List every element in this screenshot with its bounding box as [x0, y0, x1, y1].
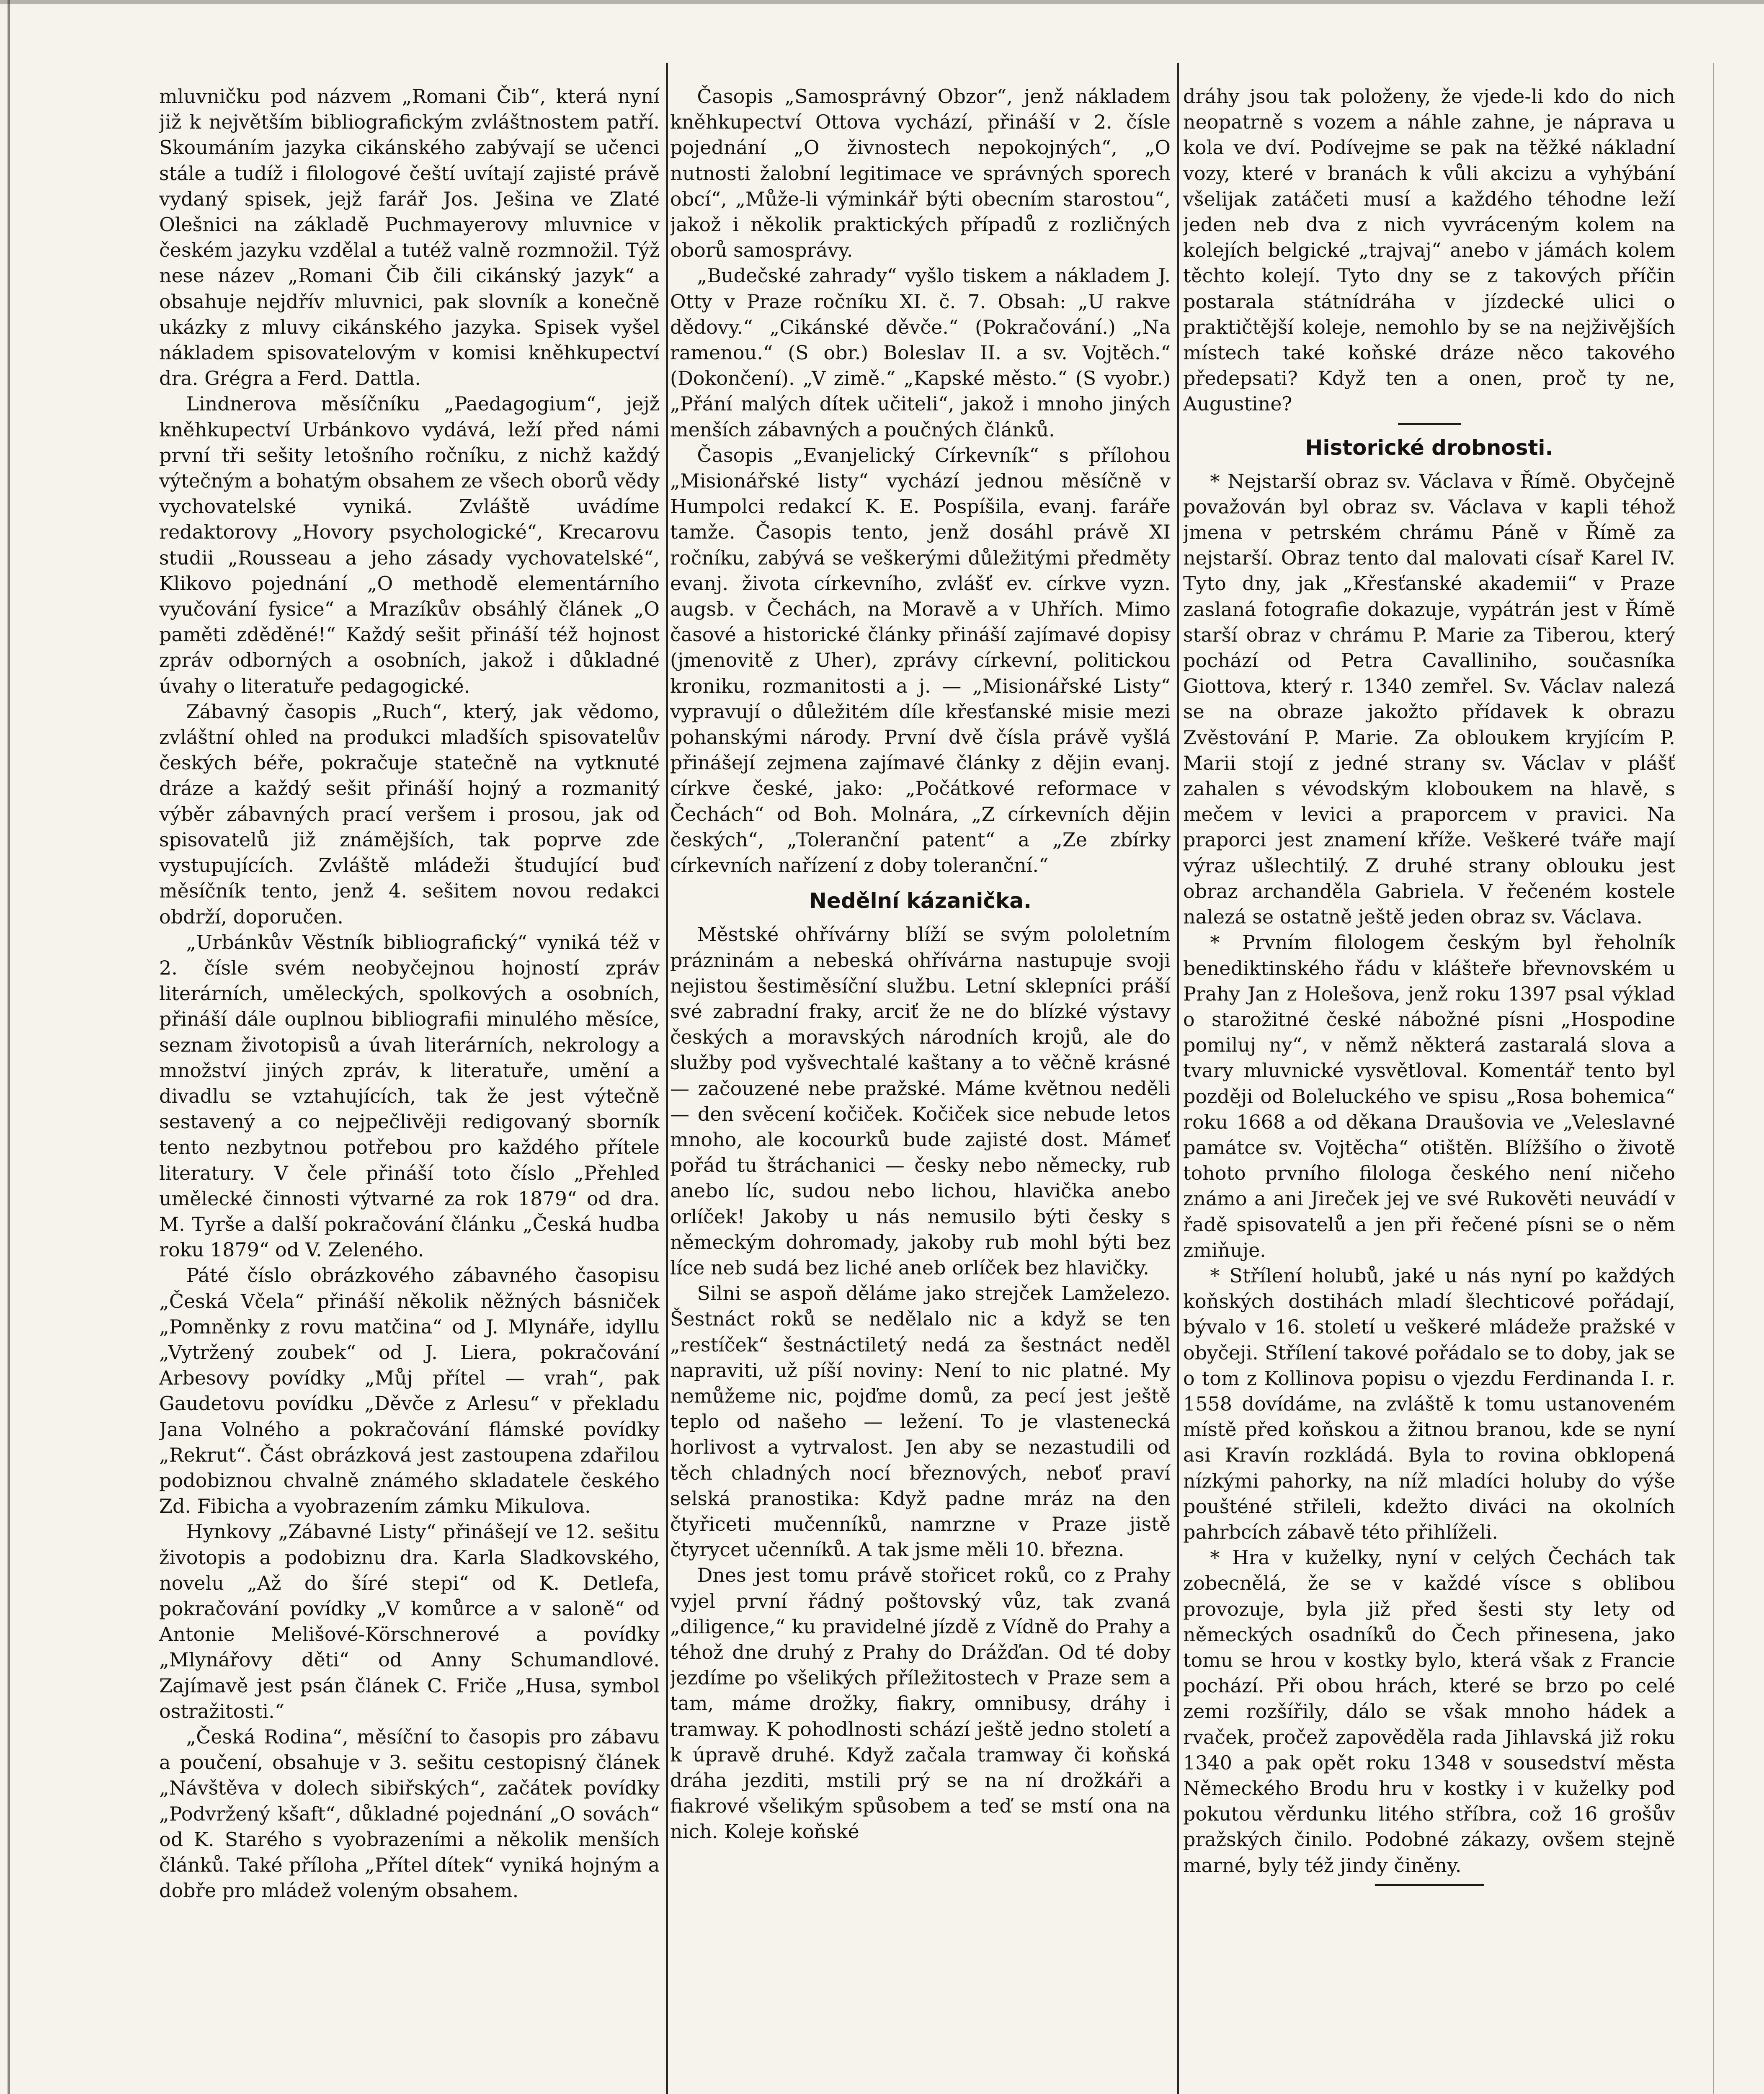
section-heading-sermon: Nedělní kázanička.: [809, 889, 1032, 913]
article-paragraph: „Česká Rodina“, měsíční to časopis pro zábavu a poučení, obsahuje v 3. sešitu cestopisný článek „Návštěva v dolech sibiřských“, začátek povídky „Podvržený kšaft“, důkladné pojednání „O sovách“ od K. Starého s vyobrazeními a několik menších článků. Také příloha „Přítel dítek“ vyniká hojným a dobře pro mládež voleným obsahem.: [159, 1725, 660, 1902]
history-item: * Hra v kuželky, nyní v celých Čechách tak zobecnělá, že se v každé vísce s oblibou provozuje, byla již před šesti sty lety od německých osadníků do Čech přinesena, jako tomu se hrou v kostky bylo, která však z Francie pochází. Při obou hrách, které se brzo po celé zemi rozšířily, dálo se však mnoho hádek a rvaček, pročež zapověděla rada Jihlavská již roku 1340 a pak opět roku 1348 v sousedství města Německého Brodu hru v kostky i v kuželky pod pokutou věrdunku litého stříbra, což 16 grošův pražských činilo. Podobné zákazy, ovšem stejně marné, byly též jindy činěny.: [1183, 1546, 1675, 1877]
article-paragraph: Časopis „Samosprávný Obzor“, jenž nákladem kněhkupectví Ottova vychází, přináší v 2. čísle pojednání „O živnostech nepokojných“, „O nutnosti žalobní legitimace ve správných sporech obcí“, „Může-li výminkář býti obecním starostou“, jakož i několik praktických případů z rozličných oborů samosprávy.: [670, 85, 1171, 262]
sermon-paragraph: Silni se aspoň děláme jako strejček Lamželezo. Šestnáct roků se nedělalo nic a když se ten „restíček“ šestnáctiletý nedá za šestnáct neděl napraviti, už píší noviny: Není to nic platné. My nemůžeme nic, pojďme domů, za pecí jest ještě teplo od našeho — ležení. To je vlastenecká horlivost a vytrvalost. Jen aby se nezastudili od těch chladných nocí březnových, neboť praví selská pranostika: Když padne mráz na den čtyřiceti mučenníků, namrzne v Praze jistě čtyrycet učenníků. A tak jsme měli 10. března.: [670, 1282, 1171, 1561]
history-item: * Prvním filologem českým byl řeholník benediktinského řádu v klášteře břevnovském u Prahy Jan z Holešova, jenž roku 1397 psal výklad o starožitné české nábožné písni „Hospodine pomiluj ny“, v němž některá zastaralá slova a tvary mluvnické vysvětloval. Komentář tento byl později od Boleluckého ve spisu „Rosa bohemica“ roku 1668 a od děkana Draušovia ve „Veleslavné památce sv. Vojtěcha“ otištěn. Blížšího o životě tohoto prvního filologa českého není ničeho známo a ani Jireček jej ve své Rukověti neuvádí v řadě spisovatelů a jen při řečené písni se o něm zmiňuje.: [1183, 931, 1675, 1261]
sermon-paragraph: Dnes jest tomu právě stořicet roků, co z Prahy vyjel první řádný poštovský vůz, tak zvaná „diligence,“ ku pravidelné jízdě z Vídně do Prahy a téhož dne druhý z Prahy do Drážďan. Od té doby jezdíme po všelikých příležitostech v Praze sem a tam, máme drožky, fiakry, omnibusy, dráhy i tramway. K pohodlnosti schází ještě jedno století a k úpravě druhé. Když začala tramway či koňská dráha jezditi, mstili prý se na ní drožkáři a fiakrové všelikým spůsobem a teď se mstí ona na nich. Koleje koňské: [670, 1564, 1171, 1843]
page-right-edge: [1713, 63, 1714, 2094]
column-1: [159, 84, 660, 2094]
end-separator: [1375, 1884, 1484, 1886]
article-paragraph: Hynkovy „Zábavné Listy“ přinášejí ve 12. sešitu životopis a podobiznu dra. Karla Sladkovského, novelu „Až do šíré stepi“ od K. Detlefa, pokračování povídky „V komůrce a v saloně“ od Antonie Melišové-Körschnerové a povídky „Mlynářovy děti“ od Anny Schumandlové. Zajímavě jest psán článek C. Friče „Husa, symbol ostražitosti.“: [159, 1520, 660, 1723]
column-rule-2: [1177, 63, 1179, 2094]
article-paragraph: mluvničku pod názvem „Romani Čib“, která nyní již k největším bibliografickým zvláštnostem patří. Skoumáním jazyka cikánského zabývají se učenci stále a tudíž i filologové čeští uvítají zajisté právě vydaný spisek, jejž farář Jos. Ješina ve Zlaté Olešnici na základě Puchmayerovy mluvnice v českém jazyku vzdělal a tutéž valně rozmnožil. Týž nese název „Romani Čib čili cikánský jazyk“ a obsahuje nejdřív mluvnici, pak slovník a konečně ukázky z mluvy cikánského jazyka. Spisek vyšel nákladem spisovatelovým v komisi kněhkupectví dra. Grégra a Ferd. Dattla.: [159, 85, 660, 390]
history-item: * Nejstarší obraz sv. Václava v Římě. Obyčejně považován byl obraz sv. Václava v kapli téhož jmena v petrském chrámu Páně v Římě za nejstarší. Obraz tento dal malovati císař Karel IV. Tyto dny, jak „Křesťanské akademii“ v Praze zaslaná fotografie dokazuje, vypátrán jest v Římě starší obraz v chrámu P. Marie za Tiberou, který pochází od Petra Cavalliniho, současníka Giottova, který r. 1340 zemřel. Sv. Václav nalezá se na obraze jakožto přídavek k obrazu Zvěstování P. Marie. Za obloukem kryjícím P. Marii stojí z jedné strany sv. Václav v plášť zahalen s vévodským kloboukem na hlavě, s mečem v levici a praporcem v pravici. Na praporci jest znamení kříže. Veškeré tváře mají výraz ušlechtilý. Z druhé strany oblouku jest obraz archanděla Gabriela. V řečeném kostele nalezá se ostatně ještě jeden obraz sv. Václava.: [1183, 469, 1675, 928]
section-heading-history: Historické drobnosti.: [1305, 435, 1553, 460]
sermon-paragraph: Městské ohřívárny blíží se svým pololetním prázninám a nebeská ohřívárna nastupuje svoji nejistou šestiměsíční službu. Letní sklepníci práší své zabradní fraky, arciť že ne do blízké výstavy českých a moravských národních krojů, ale do služby pod vyšvechtalé kaštany a to věčně krásné — začouzené nebe pražské. Máme květnou neděli — den svěcení kočiček. Kočiček sice nebude letos mnoho, ale kocourků bude zajisté dost. Mámeť pořád tu štráchanici — česky nebo německy, rub anebo líc, sudou nebo lichou, hlavička anebo orlíček! Jakoby u nás nemusilo býti česky s německým dohromady, jakoby rub mohl býti bez líce neb sudá bez liché aneb orlíček bez hlavičky.: [670, 923, 1171, 1279]
column-2: [670, 84, 1171, 2094]
page-left-edge: [8, 0, 10, 2094]
section-separator: [1398, 423, 1461, 425]
column-rule-1: [666, 63, 668, 2094]
article-paragraph: Páté číslo obrázkového zábavného časopisu „Česká Včela“ přináší několik něžných básniček „Pomněnky z rovu matčina“ od J. Mlynáře, idyllu „Vytržený zoubek“ od J. Liera, pokračování Arbesovy povídky „Můj přítel — vrah“, pak Gaudetovu povídku „Děvče z Arlesu“ v překladu Jana Volného a pokračování flámské povídky „Rekrut“. Část obrázková jest zastoupena zdařilou podobiznou chvalně známého skladatele českého Zd. Fibicha a vyobrazením zámku Mikulova.: [159, 1264, 660, 1518]
article-paragraph: Časopis „Evanjelický Církevník“ s přílohou „Misionářské listy“ vychází jednou měsíčně v Humpolci redakcí K. E. Pospíšila, evanj. faráře tamže. Časopis tento, jenž dosáhl právě XI ročníku, zabývá se veškerými důležitými předměty evanj. života církevního, zvlášť ev. církve vyzn. augsb. v Čechách, na Moravě a v Uhřích. Mimo časové a historické články přináší zajímavé dopisy (jmenovitě z Uher), zprávy církevní, politickou kroniku, rozmanitosti a j. — „Misionářské Listy“ vypravují o důležitém díle křesťanské misie mezi pohanskými národy. První dvě čísla právě vyšlá přinášejí zejmena zajímavé články z dějin evanj. církve české, jako: „Počátkové reformace v Čechách“ od Boh. Molnára, „Z církevních dějin českých“, „Toleranční patent“ a „Ze zbírky církevních nařízení z doby toleranční.“: [670, 444, 1171, 877]
article-paragraph: „Urbánkův Věstník bibliografický“ vyniká též v 2. čísle svém neobyčejnou hojností zpráv literárních, uměleckých, spolkových a osobních, přináší dále ouplnou bibliografii minulého měsíce, seznam životopisů a úvah literárních, nekrology a množství jiných zpráv, k literatuře, umění a divadlu se vztahujících, tak že jest výtečně sestavený a co nejpečlivěji redigovaný sborník tento nezbytnou potřebou pro každého přítele literatury. V čele přináší toto číslo „Přehled umělecké činnosti výtvarné za rok 1879“ od dra. M. Tyrše a další pokračování článku „Česká hudba roku 1879“ od V. Zeleného.: [159, 931, 660, 1261]
column-3: [1183, 84, 1675, 2094]
article-paragraph: Lindnerova měsíčníku „Paedagogium“, jejž kněhkupectví Urbánkovo vydává, leží před námi první tři sešity letošního ročníku, z nichž každý výtečným a bohatým obsahem ze všech oborů vědy vychovatelské vyniká. Zvláště uvádíme redaktorovy „Hovory psychologické“, Krecarovu studii „Rousseau a jeho zásady vychovatelské“, Klikovo pojednání „O methodě elementárního vyučování fysice“ a Mrazíkův obsáhlý článek „O paměti zděděné!“ Každý sešit přináší též hojnost zpráv odborných a osobních, jakož i důkladné úvahy o literatuře pedagogické.: [159, 392, 660, 697]
history-item: * Střílení holubů, jaké u nás nyní po každých koňských dostihách mladí šlechticové pořádají, bývalo v 16. století u veškeré mládeže pražské v obyčeji. Střílení takové pořádalo se to doby, jak se o tom z Kollinova popisu o vjezdu Ferdinanda I. r. 1558 dovídáme, na zvláště k tomu ustanoveném místě před koňskou a žitnou branou, kde se nyní asi Kravín rozkládá. Byla to rovina obklopená nízkými pahorky, na níž mladíci holuby do výše poušténé střileli, kdežto diváci na okolních pahrbcích zábavě této přihlíželi.: [1183, 1264, 1675, 1543]
article-paragraph: Zábavný časopis „Ruch“, který, jak vědomo, zvláštní ohled na produkci mladších spisovatelův českých béře, pokračuje statečně na vytknuté dráze a každý sešit přináší hojný a rozmanitý výběr zábavných prací veršem i prosou, jak od spisovatelů již známějších, tak poprve zde vystupujících. Zvláště mládeži študující buď měsíčník tento, jenž 4. sešitem novou redakci obdrží, doporučen.: [159, 700, 660, 928]
article-paragraph: „Budečské zahrady“ vyšlo tiskem a nákladem J. Otty v Praze ročníku XI. č. 7. Obsah: „U rakve dědovy.“ „Cikánské děvče.“ (Pokračování.) „Na ramenou.“ (S obr.) Boleslav II. a sv. Vojtěch.“ (Dokončení). „V zimě.“ „Kapské město.“ (S vyobr.) „Přání malých dítek učiteli“, jakož i mnoho jiných menších zábavných a poučných článků.: [670, 264, 1171, 441]
sermon-continuation: dráhy jsou tak položeny, že vjede-li kdo do nich neopatrně s vozem a náhle zahne, je náprava u kola ve dví. Podívejme se pak na těžké nákladní vozy, které v branách k vůli akcizu a vyhýbání všelijak zatáčeti musí a každého téhodne leží jeden neb dva z nich vyvráceným kolem na kolejích belgické „trajvaj“ anebo v jámách kolem těchto kolejí. Tyto dny se z takových příčin postarala státnídráha v jízdecké ulici o praktičtější koleje, nemohlo by se na nejživějších místech také koňské dráze něco takového předepsati? Když ten a onen, proč ty ne, Augustine?: [1183, 85, 1675, 415]
page-top-edge: [0, 0, 1764, 4]
